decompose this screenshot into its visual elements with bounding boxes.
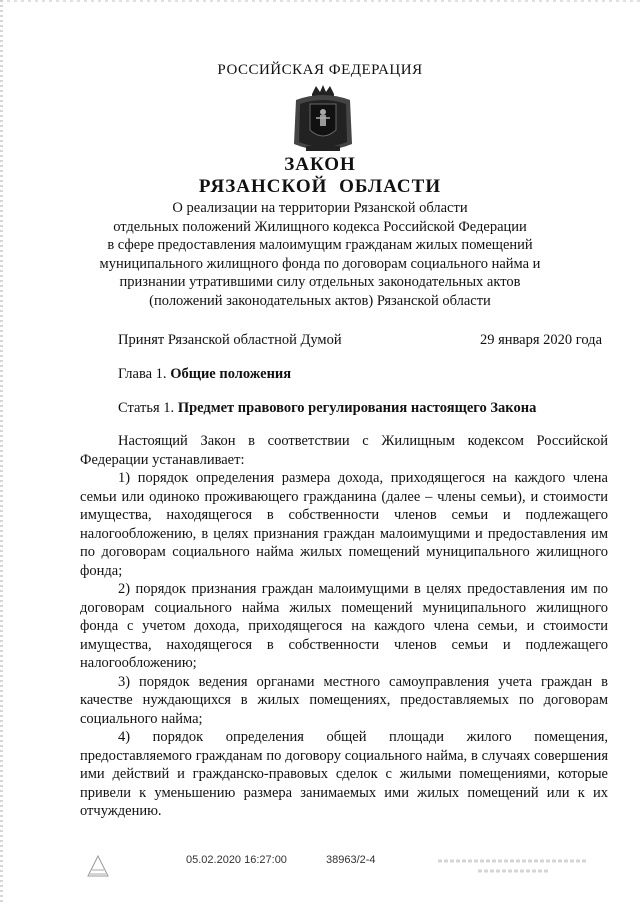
- law-title-line2: РЯЗАНСКОЙ ОБЛАСТИ: [198, 176, 442, 197]
- footer-doc-number: 38963/2-4: [326, 854, 376, 866]
- body-paragraph: 2) порядок признания граждан малоимущими в целях предоставления им по договорам социального найма жилых помещений муниципального жилищного фонда с учетом дохода, приходящегося на каждого члена семьи, и стоимости имущества, находящегося в собственности членов семьи и подлежащего налогообложению;: [80, 581, 608, 671]
- scan-edge-top: [0, 0, 640, 2]
- article-body: [80, 432, 608, 821]
- body-paragraph: 1) порядок определения размера дохода, приходящегося на каждого члена семьи или одиноко проживающего гражданина (далее – члены семьи), и стоимости имущества, находящегося в собственности членов семьи и подлежащего налогообложению, в целях признания граждан малоимущими и предоставления им по договорам социального найма жилых помещений муниципального жилищного фонда;: [80, 470, 608, 579]
- subtitle-line: муниципального жилищного фонда по договорам социального найма и: [99, 255, 541, 272]
- body-paragraph: Настоящий Закон в соответствии с Жилищным кодексом Российской Федерации устанавливает:: [80, 433, 608, 468]
- adoption-date: 29 января 2020 года: [479, 332, 602, 348]
- article-title: Предмет правового регулирования настоящего Закона: [177, 400, 537, 416]
- body-paragraph: 3) порядок ведения органами местного самоуправления учета граждан в качестве нуждающихся в жилых помещениях, предоставляемых по договорам социального найма;: [80, 673, 608, 727]
- article-heading: [118, 400, 536, 417]
- chapter-prefix: Глава 1.: [118, 366, 167, 382]
- scan-edge-left: [0, 0, 3, 905]
- ryazan-coat-of-arms-icon: [290, 84, 356, 156]
- subtitle-line: О реализации на территории Рязанской области: [172, 200, 468, 216]
- footer-timestamp: 05.02.2020 16:27:00: [186, 854, 287, 866]
- subtitle-line: отдельных положений Жилищного кодекса Российской Федерации: [113, 218, 527, 235]
- chapter-title: Общие положения: [170, 366, 292, 382]
- registration-stamp-icon: [84, 852, 112, 880]
- subtitle-line: признании утратившими силу отдельных законодательных актов: [119, 274, 521, 290]
- law-subtitle: [0, 199, 640, 310]
- subtitle-line: в сфере предоставления малоимущим гражданам жилых помещений: [107, 237, 533, 253]
- subtitle-line: (положений законодательных актов) Рязанской области: [149, 292, 491, 309]
- adoption-body: Принят Рязанской областной Думой: [118, 332, 342, 348]
- law-title-line1: ЗАКОН: [284, 154, 356, 175]
- country-heading: РОССИЙСКАЯ ФЕДЕРАЦИЯ: [217, 62, 423, 78]
- faint-footer-stamp-icon: [438, 856, 586, 876]
- article-prefix: Статья 1.: [118, 400, 175, 416]
- chapter-heading: [118, 366, 291, 383]
- body-paragraph: 4) порядок определения общей площади жилого помещения, предоставляемого гражданам по договору социального найма, в случаях совершения ими действий и гражданско-правовых сделок с жилыми помещениями, которые привели к уменьшению размера занимаемых ими жилых помещений или к их отчуждению.: [80, 729, 608, 819]
